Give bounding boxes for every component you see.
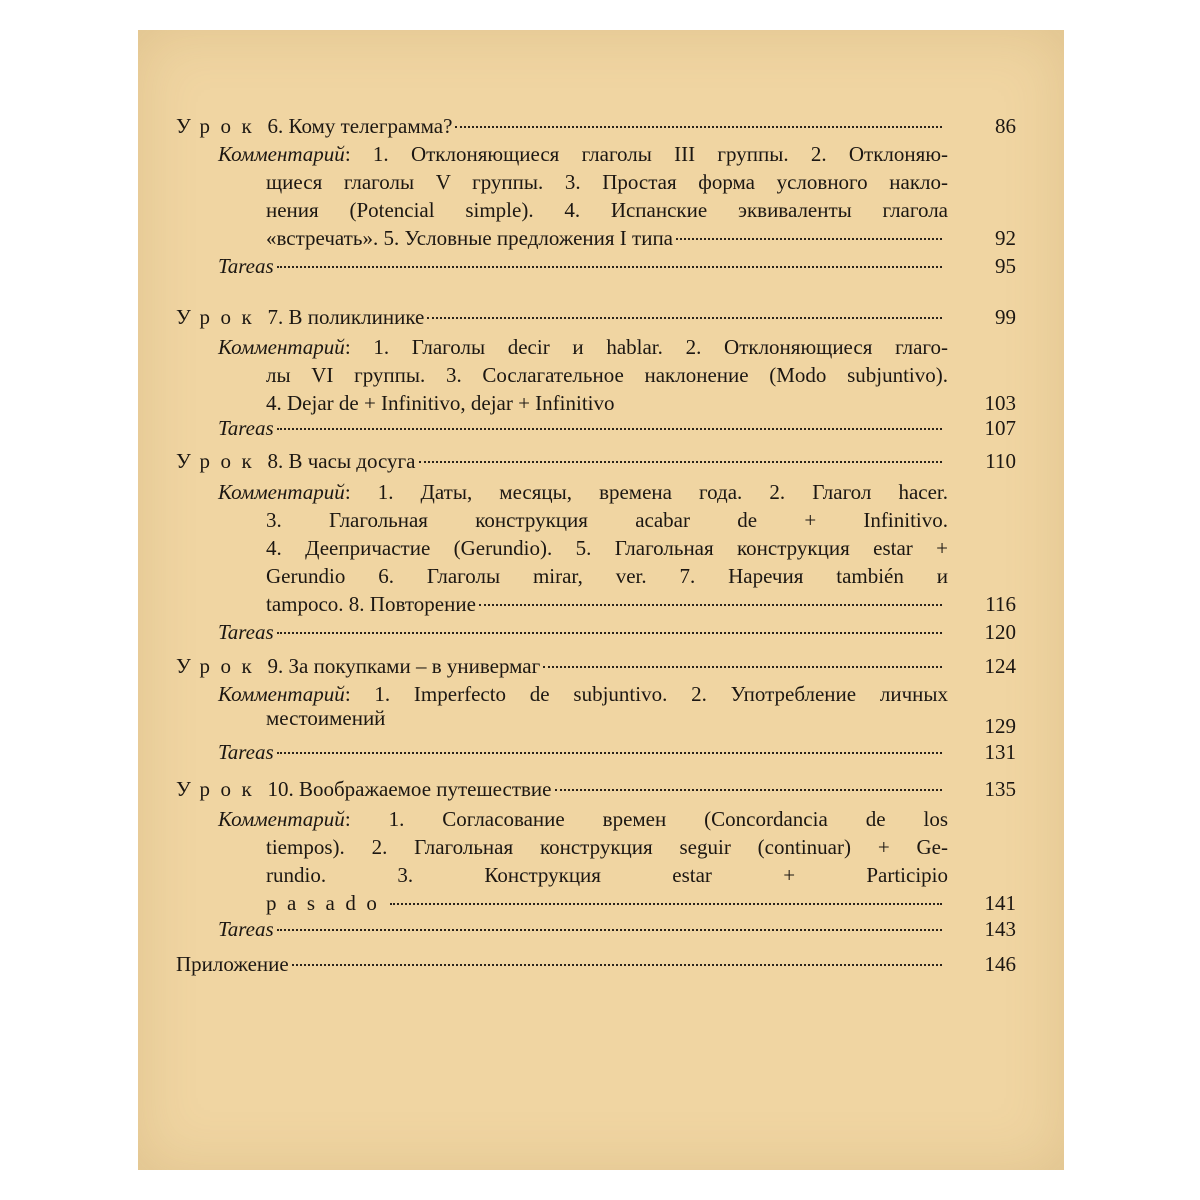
comment-last-line: 4. Dejar de + Infinitivo, dejar + Infinitivo 103 [266, 391, 1016, 415]
lesson-title: В поликлинике [288, 305, 425, 329]
comment-line: лы VI группы. 3. Сослагательное наклонение (Modo subjuntivo). [266, 363, 948, 387]
lesson-9-entry [176, 652, 1016, 680]
comment-line: щиеся глаголы V группы. 3. Простая форма условного накло- [266, 170, 948, 194]
tareas-entry [218, 618, 1016, 646]
lesson-word: Урок [176, 449, 263, 473]
appendix-entry [176, 950, 1016, 978]
comment-line: Gerundio 6. Глаголы mirar, ver. 7. Наречия también и [266, 564, 948, 588]
lesson-8-entry [176, 447, 1016, 475]
dot-leader [277, 266, 942, 268]
dot-leader [455, 126, 942, 128]
comment-last-line: tampoco. 8. Повторение 116 [266, 592, 1016, 616]
dot-leader [479, 604, 942, 606]
comment-label: Комментарий [218, 142, 345, 166]
page-number: 86 [995, 114, 1016, 138]
appendix-title: Приложение [176, 952, 289, 976]
comment-last-line: pasado 141 [266, 891, 1016, 915]
tareas-label: Tareas [218, 917, 274, 941]
dot-leader [277, 632, 942, 634]
comment-line: rundio. 3. Конструкция estar + Participio [266, 863, 948, 887]
dot-leader [419, 461, 943, 463]
page-number: 103 [984, 391, 1016, 415]
comment-last-line: местоимений 129 [266, 706, 1016, 738]
page-number: 99 [995, 305, 1016, 329]
comment-line: Комментарий: 1. Глаголы decir и hablar. 2. Отклоняющиеся глаго- [218, 335, 948, 359]
comment-line: 3. Глагольная конструкция acabar de + Infinitivo. [266, 508, 948, 532]
page-number: 146 [984, 952, 1016, 976]
tareas-entry [218, 414, 1016, 442]
dot-leader [555, 789, 943, 791]
comment-label: Комментарий [218, 807, 345, 831]
dot-leader [676, 238, 942, 240]
page-number: 110 [985, 449, 1016, 473]
comment-line: Комментарий: 1. Imperfecto de subjuntivo. 2. Употребление личных [218, 682, 948, 706]
page-number: 116 [985, 592, 1016, 616]
comment-line: Комментарий: 1. Даты, месяцы, времена года. 2. Глагол hacer. [218, 480, 948, 504]
lesson-word: Урок [176, 777, 263, 801]
lesson-title: За покупками – в универмаг [288, 654, 541, 678]
lesson-word: Урок [176, 114, 263, 138]
comment-label: Комментарий [218, 682, 345, 706]
dot-leader [277, 929, 942, 931]
page-number: 143 [984, 917, 1016, 941]
page-number: 124 [984, 654, 1016, 678]
comment-line: 4. Деепричастие (Gerundio). 5. Глагольная конструкция estar + [266, 536, 948, 560]
tareas-label: Tareas [218, 254, 274, 278]
comment-last-line: «встречать». 5. Условные предложения I типа 92 [266, 226, 1016, 250]
lesson-6-entry [176, 112, 1016, 140]
lesson-title: Воображаемое путешествие [298, 777, 552, 801]
comment-line: tiempos). 2. Глагольная конструкция seguir (continuar) + Ge- [266, 835, 948, 859]
lesson-word: Урок [176, 305, 263, 329]
page-number: 141 [984, 891, 1016, 915]
tareas-entry [218, 915, 1016, 943]
lesson-title: Кому телеграмма? [288, 114, 453, 138]
page-number: 95 [995, 254, 1016, 278]
comment-line: нения (Potencial simple). 4. Испанские эквиваленты глагола [266, 198, 948, 222]
dot-leader [277, 428, 942, 430]
lesson-7-entry [176, 303, 1016, 331]
comment-line: Комментарий: 1. Отклоняющиеся глаголы III группы. 2. Отклоняю- [218, 142, 948, 166]
lesson-number: 10. [267, 777, 294, 801]
page-number: 131 [984, 740, 1016, 764]
lesson-number: 7. [267, 305, 284, 329]
comment-line: Комментарий: 1. Согласование времен (Concordancia de los [218, 807, 948, 831]
lesson-number: 6. [267, 114, 284, 138]
tareas-label: Tareas [218, 620, 274, 644]
lesson-number: 9. [267, 654, 284, 678]
tareas-label: Tareas [218, 740, 274, 764]
tareas-entry [218, 738, 1016, 766]
dot-leader [390, 903, 942, 905]
page-number: 107 [984, 416, 1016, 440]
dot-leader [543, 666, 942, 668]
lesson-number: 8. [267, 449, 284, 473]
page-number: 129 [984, 714, 1016, 738]
lesson-title: В часы досуга [288, 449, 416, 473]
page-number: 120 [984, 620, 1016, 644]
dot-leader [292, 964, 942, 966]
dot-leader [277, 752, 942, 754]
lesson-word: Урок [176, 654, 263, 678]
page-number: 135 [984, 777, 1016, 801]
page-number: 92 [995, 226, 1016, 250]
tareas-label: Tareas [218, 416, 274, 440]
comment-label: Комментарий [218, 480, 345, 504]
comment-label: Комментарий [218, 335, 345, 359]
tareas-entry [218, 252, 1016, 280]
dot-leader [427, 317, 942, 319]
lesson-10-entry [176, 775, 1016, 803]
